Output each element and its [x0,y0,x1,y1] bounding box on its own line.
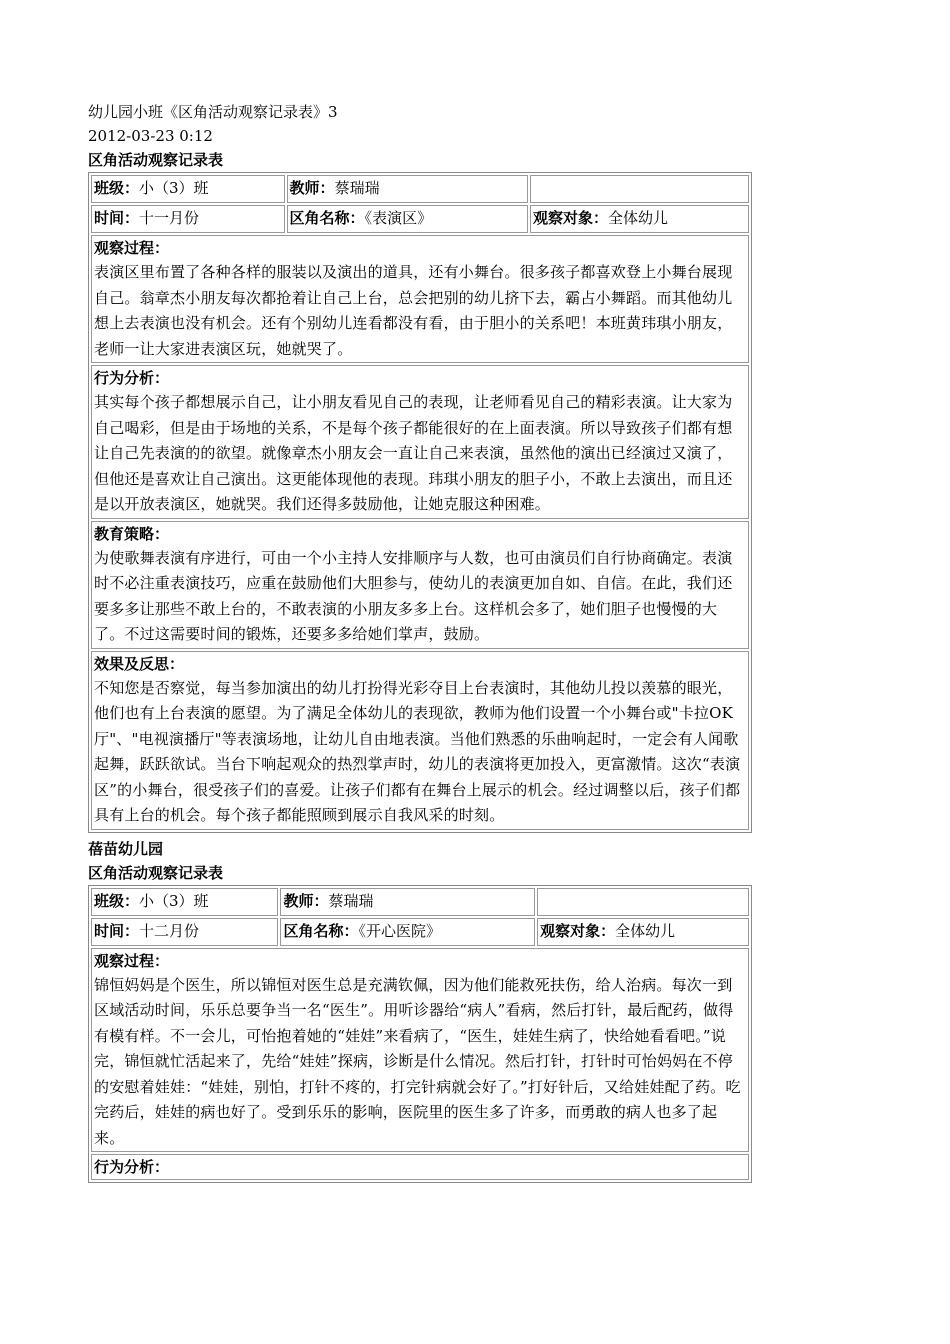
observation-text: 锦恒妈妈是个医生，所以锦恒对医生总是充满钦佩，因为他们能救死扶伤，给人治病。每次一到区域活动时间，乐乐总要争当一名“医生”。用听诊器给“病人”看病，然后打针，最后配药，做得有模有样。不一会儿，可怡抱着她的“娃娃”来看病了，“医生，娃娃生病了，快给她看看吧。”说完，锦恒就忙活起来了，先给“娃娃”探病，诊断是什么情况。然后打针，打针时可怡妈妈在不停的安慰着娃娃：“娃娃，别怕，打针不疼的，打完针病就会好了。”打好针后，又给娃娃配了药。吃完药后，娃娃的病也好了。受到乐乐的影响，医院里的医生多了许多，而勇敢的病人也多了起来。 [94,975,741,1147]
analysis-label: 行为分析： [94,369,170,387]
time-label: 时间： [94,209,140,227]
teacher-value: 蔡瑞瑞 [334,179,380,197]
record1-row-class [91,175,749,203]
record1-class-cell [91,175,285,203]
record1-observation-cell [91,235,749,363]
record1-teacher-cell [287,175,528,203]
area-value: 《表演区》 [364,209,433,227]
record2-row-analysis [91,1154,749,1180]
school-name: 蓓苗幼儿园 [88,839,164,858]
class-label: 班级： [94,179,140,197]
area-value: 《开心医院》 [358,921,441,940]
record2-row-time [91,918,749,946]
teacher-label: 教师： [283,891,329,910]
record1-row-analysis [91,365,749,519]
record1-row-observation [91,235,749,363]
record2-row-observation [91,948,749,1153]
time-value: 十一月份 [139,209,200,227]
teacher-label: 教师： [289,179,335,197]
record1-empty-cell [530,175,749,203]
time-value: 十二月份 [139,921,200,940]
record1-analysis-cell [91,365,749,519]
record2-row-class [91,888,749,916]
record1-target-cell [530,205,749,233]
class-label: 班级： [94,891,140,910]
target-value: 全体幼儿 [615,921,676,940]
teacher-value: 蔡瑞瑞 [328,891,374,910]
observation-text: 表演区里布置了各种各样的服装以及演出的道具，还有小舞台。很多孩子都喜欢登上小舞台展现自己。翁章杰小朋友每次都抢着让自己上台，总会把别的幼儿挤下去，霸占小舞蹈。而其他幼儿想上去表演也没有机会。还有个别幼儿连看都没有看，由于胆小的关系吧！本班黄玮琪小朋友，老师一让大家进表演区玩，她就哭了。 [94,263,733,358]
record2-heading: 区角活动观察记录表 [88,863,224,882]
strategy-label: 教育策略： [94,524,170,543]
record1-row-effect [91,651,749,830]
area-label: 区角名称： [289,209,365,227]
area-label: 区角名称： [283,921,359,940]
target-label: 观察对象： [540,921,616,940]
record1-strategy-cell [91,521,749,649]
analysis-text: 其实每个孩子都想展示自己，让小朋友看见自己的表现，让老师看见自己的精彩表演。让大家为自己喝彩，但是由于场地的关系，不是每个孩子都能很好的在上面表演。所以导致孩子们都有想让自己先表演的的欲望。就像章杰小朋友会一直让自己来表演，虽然他的演出已经演过又演了，但他还是喜欢让自己演出。这更能体现他的表现。玮琪小朋友的胆子小，不敢上去演出，而且还是以开放表演区，她就哭。我们还得多鼓励他，让她克服这种困难。 [94,393,733,513]
class-value: 小（3）班 [139,179,209,197]
record1-table [88,172,752,833]
record1-area-cell [287,205,528,233]
target-label: 观察对象： [532,209,608,227]
effect-label: 效果及反思： [94,654,185,673]
record1-effect-cell [91,651,749,830]
record2-table [88,885,752,1184]
record2-class-cell [91,888,278,916]
time-label: 时间： [94,921,140,940]
target-value: 全体幼儿 [607,209,668,227]
record1-time-cell [91,205,285,233]
record2-target-cell [537,918,749,946]
effect-text: 不知您是否察觉，每当参加演出的幼儿打扮得光彩夺目上台表演时，其他幼儿投以羡慕的眼光，他们也有上台表演的愿望。为了满足全体幼儿的表现欲，教师为他们设置一个小舞台或"卡拉OK厅"、"电视演播厅"等表演场地，让幼儿自由地表演。当他们熟悉的乐曲响起时，一定会有人闻歌起舞，跃跃欲试。当台下响起观众的热烈掌声时，幼儿的表演将更加投入，更富激情。这次“表演区”的小舞台，很受孩子们的喜爱。让孩子们都有在舞台上展示的机会。经过调整以后，孩子们都具有上台的机会。每个孩子都能照顾到展示自我风采的时刻。 [94,678,741,824]
observation-label: 观察过程： [94,951,170,970]
document-date: 2012-03-23 0:12 [88,127,213,145]
document-page [88,100,752,1187]
record2-teacher-cell [280,888,535,916]
record1-row-strategy [91,521,749,649]
record2-analysis-cell [91,1154,749,1180]
record2-observation-cell [91,948,749,1153]
document-title: 幼儿园小班《区角活动观察记录表》3 [88,103,338,121]
record1-row-time [91,205,749,233]
observation-label: 观察过程： [94,239,170,257]
record2-area-cell [280,918,535,946]
strategy-text: 为使歌舞表演有序进行，可由一个小主持人安排顺序与人数，也可由演员们自行协商确定。表演时不必注重表演技巧，应重在鼓励他们大胆参与，使幼儿的表演更加自如、自信。在此，我们还要多多让那些不敢上台的，不敢表演的小朋友多多上台。这样机会多了，她们胆子也慢慢的大了。不过这需要时间的锻炼，还要多多给她们掌声，鼓励。 [94,548,733,643]
analysis-label: 行为分析： [94,1158,170,1176]
record2-empty-cell [537,888,749,916]
record2-time-cell [91,918,278,946]
record1-heading: 区角活动观察记录表 [88,151,224,169]
class-value: 小（3）班 [139,891,209,910]
